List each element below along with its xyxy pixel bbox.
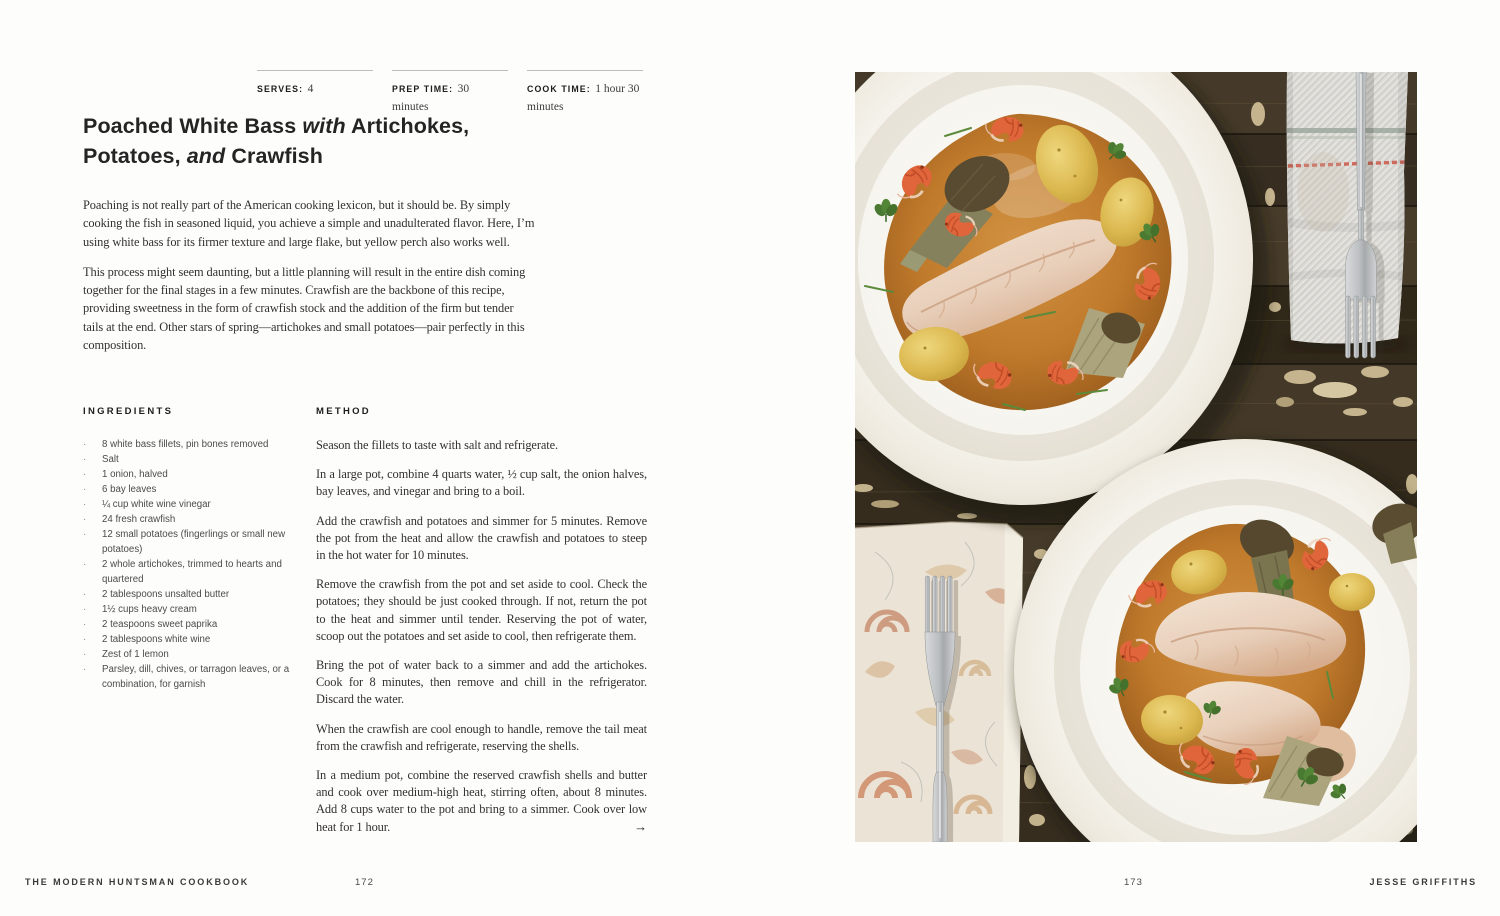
ingredients-section xyxy=(83,406,298,692)
method-paragraphs xyxy=(316,437,647,836)
method-section xyxy=(316,406,647,836)
ingredient-text: 2 tablespoons unsalted butter xyxy=(102,589,230,600)
bullet-icon: · xyxy=(83,664,87,675)
cook-time-value: 1 hour 30 minutes xyxy=(527,83,640,113)
ingredient-text: 1 onion, halved xyxy=(102,469,168,480)
ingredient-item xyxy=(83,497,298,512)
bullet-icon: · xyxy=(83,499,87,510)
method-step-text: In a medium pot, combine the reserved crawfish shells and butter and cook over medium-high heat, stirring often, about 8 minutes. Add 8 cups water to the pot and bring to a simmer. Cook over low heat for 1 hour. xyxy=(316,768,647,834)
intro-paragraph: Poaching is not really part of the American cooking lexicon, but it should be. By simply cooking the fish in seasoned liquid, you achieve a simple and unadulterated flavor. Here, I’m using white bass for its firmer texture and large flake, but yellow perch also works well. xyxy=(83,198,535,249)
title-text: Potatoes, xyxy=(83,144,187,168)
ingredient-text: ¼ cup white wine vinegar xyxy=(102,499,211,510)
ingredient-item xyxy=(83,437,298,452)
bullet-icon: · xyxy=(83,439,87,450)
ingredient-text: Zest of 1 lemon xyxy=(102,649,169,660)
prep-time-value: 30 minutes xyxy=(392,83,470,113)
serves-value: 4 xyxy=(307,83,314,95)
title-italic-word: and xyxy=(186,144,226,168)
meta-serves xyxy=(257,70,373,115)
bullet-icon: · xyxy=(83,484,87,495)
ingredient-text: 2 tablespoons white wine xyxy=(102,634,211,645)
ingredient-item xyxy=(83,512,298,527)
title-text: Artichokes, xyxy=(345,114,470,138)
bullet-icon: · xyxy=(83,634,87,645)
ingredient-text: 2 teaspoons sweet paprika xyxy=(102,619,218,630)
recipe-title-line1 xyxy=(83,111,469,141)
ingredient-item xyxy=(83,557,298,587)
ingredient-item xyxy=(83,647,298,662)
bullet-icon: · xyxy=(83,619,87,630)
prep-time-label: PREP TIME: xyxy=(392,84,454,94)
meta-prep-time xyxy=(392,70,508,115)
bullet-icon: · xyxy=(83,469,87,480)
serves-label: SERVES: xyxy=(257,84,304,94)
method-heading: METHOD xyxy=(316,406,371,417)
method-step: Bring the pot of water back to a simmer and add the artichokes. Cook for 8 minutes, then remove and chill in the refrigerator. Discard the water. xyxy=(316,658,647,707)
recipe-title xyxy=(83,111,469,171)
method-step: Season the fillets to taste with salt and refrigerate. xyxy=(316,438,558,452)
ingredient-text: 12 small potatoes (fingerlings or small new potatoes) xyxy=(102,529,286,555)
recipe-intro xyxy=(83,196,535,366)
footer-book-title: THE MODERN HUNTSMAN COOKBOOK xyxy=(25,877,250,887)
ingredient-item xyxy=(83,587,298,602)
footer-author: JESSE GRIFFITHS xyxy=(1369,877,1477,887)
page-number-left: 172 xyxy=(355,877,374,888)
bullet-icon: · xyxy=(83,604,87,615)
ingredient-item xyxy=(83,527,298,557)
ingredient-item xyxy=(83,482,298,497)
ingredient-text: 6 bay leaves xyxy=(102,484,157,495)
ingredient-text: 2 whole artichokes, trimmed to hearts and quartered xyxy=(102,559,282,585)
title-italic-word: with xyxy=(302,114,346,138)
ingredient-item xyxy=(83,617,298,632)
method-step: In a large pot, combine 4 quarts water, ½ cup salt, the onion halves, bay leaves, and vinegar and bring to a boil. xyxy=(316,467,647,499)
bullet-icon: · xyxy=(83,589,87,600)
ingredient-item xyxy=(83,452,298,467)
intro-paragraph: This process might seem daunting, but a little planning will result in the entire dish coming together for the final stages in a few minutes. Crawfish are the backbone of this recipe, providing sweetness in the form of crawfish stock and the addition of the firm but tender tails at the end. Other stars of spring—artichokes and small potatoes—pair perfectly in this composition. xyxy=(83,264,526,353)
method-step: When the crawfish are cool enough to handle, remove the tail meat from the crawfish and refrigerate, reserving the shells. xyxy=(316,721,647,753)
method-step xyxy=(316,767,647,836)
page-number-right: 173 xyxy=(1124,877,1143,888)
ingredient-item xyxy=(83,467,298,482)
kitchen-towel xyxy=(1283,72,1413,361)
ingredient-text: 1½ cups heavy cream xyxy=(102,604,197,615)
ingredient-text: 8 white bass fillets, pin bones removed xyxy=(102,439,269,450)
ingredient-text: Parsley, dill, chives, or tarragon leaves, or a combination, for garnish xyxy=(102,664,290,690)
meta-cook-time xyxy=(527,70,643,115)
method-step: Remove the crawfish from the pot and set aside to cool. Check the potatoes; they should be just cooked through. If not, return the pot to the heat and simmer until tender. Reserving the pot of water, scoop out the potatoes and set aside to cool, then refrigerate them. xyxy=(316,577,647,643)
recipe-meta xyxy=(257,70,643,115)
recipe-title-line2 xyxy=(83,141,469,171)
bullet-icon: · xyxy=(83,514,87,525)
ingredient-text: Salt xyxy=(102,454,119,465)
title-text: Poached White Bass xyxy=(83,114,303,138)
method-step: Add the crawfish and potatoes and simmer for 5 minutes. Remove the pot from the heat and allow the crawfish and potatoes to steep in the hot water for 10 minutes. xyxy=(316,513,647,563)
ingredients-heading: INGREDIENTS xyxy=(83,406,174,417)
recipe-photo xyxy=(855,72,1417,842)
continuation-arrow-icon: → xyxy=(634,818,647,834)
ingredient-item xyxy=(83,632,298,647)
bullet-icon: · xyxy=(83,529,87,540)
ingredient-text: 24 fresh crawfish xyxy=(102,514,176,525)
bullet-icon: · xyxy=(83,649,87,660)
ingredient-item xyxy=(83,662,298,692)
paisley-napkin xyxy=(855,522,1023,842)
bullet-icon: · xyxy=(83,454,87,465)
cook-time-label: COOK TIME: xyxy=(527,84,591,94)
bullet-icon: · xyxy=(83,559,87,570)
title-text: Crawfish xyxy=(225,144,323,168)
ingredients-list xyxy=(83,437,298,692)
ingredient-item xyxy=(83,602,298,617)
